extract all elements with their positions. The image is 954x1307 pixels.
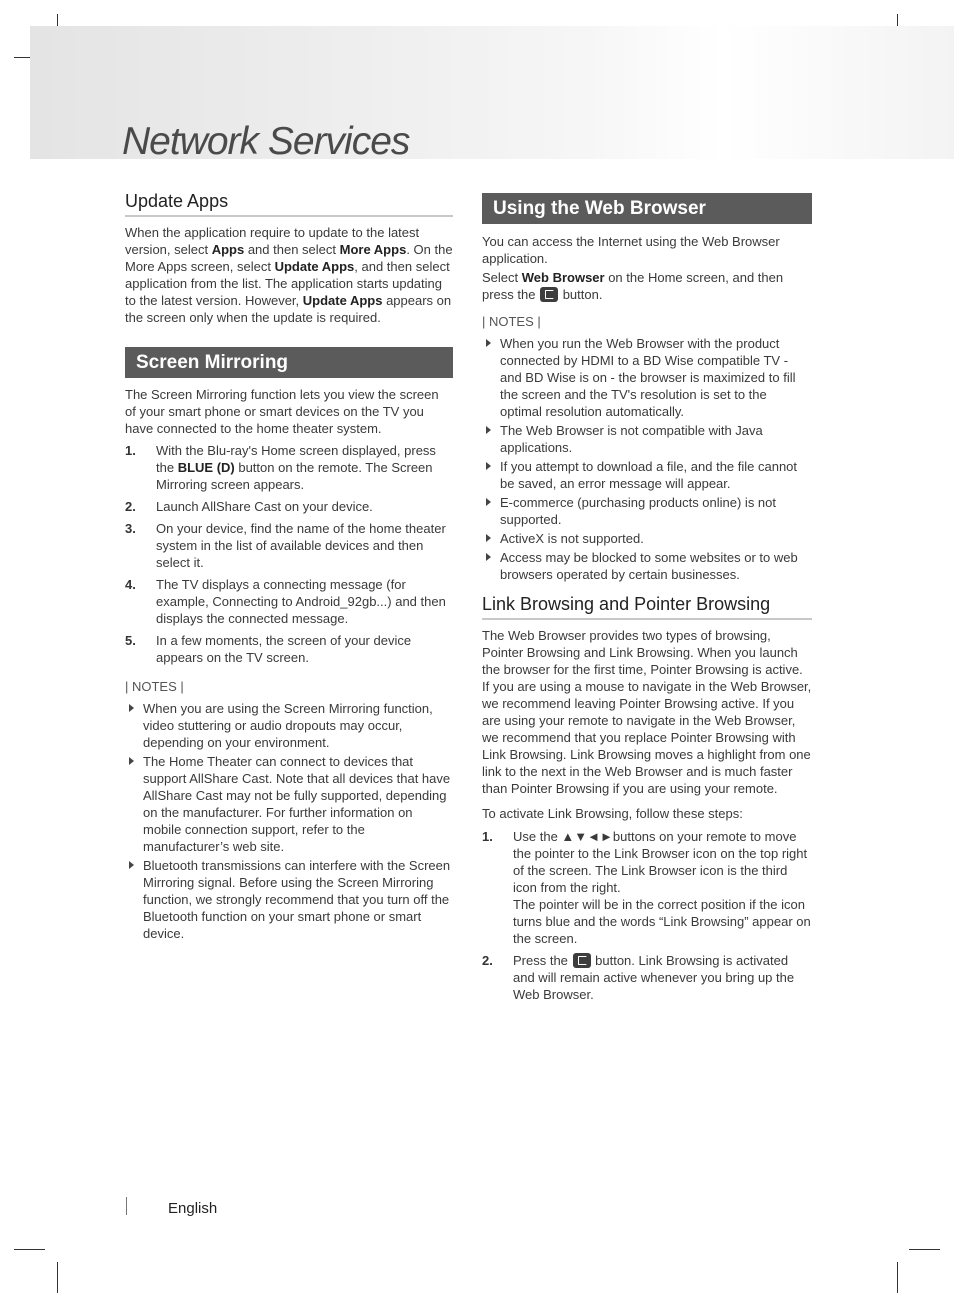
note-item xyxy=(125,753,453,855)
note-item xyxy=(482,494,812,528)
bold-term: Update Apps xyxy=(274,259,355,274)
bullet-triangle-icon xyxy=(129,757,134,765)
text-run: button. xyxy=(559,287,603,302)
text-run: Launch AllShare Cast on your device. xyxy=(156,499,373,514)
bullet-triangle-icon xyxy=(486,498,491,506)
bullet-triangle-icon xyxy=(129,861,134,869)
step-item xyxy=(125,442,453,493)
bullet-triangle-icon xyxy=(486,553,491,561)
text-run: When the application require to update to the latest version, select xyxy=(125,225,420,257)
step-item xyxy=(125,576,453,627)
bold-term: Web Browser xyxy=(521,270,605,285)
crop-mark xyxy=(14,1249,45,1250)
right-column xyxy=(482,193,812,1008)
screen-mirroring-notes xyxy=(125,700,453,942)
footer-divider xyxy=(126,1197,127,1215)
note-item xyxy=(482,335,812,420)
link-browsing-steps xyxy=(482,828,812,1003)
note-item xyxy=(482,422,812,456)
step-item xyxy=(482,952,812,1003)
text-run: , and then select application from the list. The application starts updating to the latest version. However, xyxy=(125,259,450,308)
left-column xyxy=(125,190,453,944)
step-number: 5. xyxy=(125,633,136,648)
crop-mark xyxy=(897,1262,898,1293)
note-text: ActiveX is not supported. xyxy=(500,531,644,546)
crop-mark xyxy=(909,1249,940,1250)
footer-language: English xyxy=(168,1200,218,1217)
bold-term: Apps xyxy=(211,242,245,257)
note-item xyxy=(482,549,812,583)
note-text: Bluetooth transmissions can interfere with the Screen Mirroring signal. Before using the Screen Mirroring function, we strongly recommend that you turn off the Bluetooth function on your smart phone or smart device. xyxy=(143,858,451,941)
web-browser-intro: You can access the Internet using the Web Browser application. xyxy=(482,234,780,266)
step-number: 2. xyxy=(125,499,136,514)
enter-icon xyxy=(540,287,558,302)
note-text: When you run the Web Browser with the product connected by HDMI to a BD Wise compatible TV - and BD Wise is on - the browser is maximized to fill the screen and the TV's resolution is set to the optimal resolution automatically. xyxy=(500,336,796,419)
text-run: Use the ▲▼◄►buttons on your remote to move the pointer to the Link Browser icon on the top right of the screen. The Link Browser icon is the third icon from the right. xyxy=(513,829,808,895)
text-run: On your device, find the name of the home theater system in the list of available devices and then select it. xyxy=(156,521,446,570)
note-text: The Home Theater can connect to devices that support AllShare Cast. Note that all devices that have AllShare Cast may not be fully supported, depending on the manufacturer. For further information on mobile connection support, refer to the manufacturer’s web site. xyxy=(143,754,451,854)
note-text: E-commerce (purchasing products online) is not supported. xyxy=(500,495,777,527)
screen-mirroring-heading: Screen Mirroring xyxy=(125,347,453,378)
note-text: If you attempt to download a file, and the file cannot be saved, an error message will appear. xyxy=(500,459,798,491)
text-run: Press the xyxy=(513,953,572,968)
link-browsing-heading: Link Browsing and Pointer Browsing xyxy=(482,593,812,620)
text-run: In a few moments, the screen of your device appears on the TV screen. xyxy=(156,633,412,665)
note-item xyxy=(125,857,453,942)
text-run: on the Home screen, and then press the xyxy=(482,270,784,302)
text-run: The TV displays a connecting message (for example, Connecting to Android_92gb...) and then displays the connected message. xyxy=(156,577,446,626)
text-run: . On the More Apps screen, select xyxy=(125,242,453,274)
text-run: and then select xyxy=(244,242,340,257)
step-number: 1. xyxy=(125,443,136,458)
text-run: With the Blu-ray's Home screen displayed, press the xyxy=(156,443,436,475)
step-item xyxy=(125,498,453,515)
text-run: appears on the screen only when the update is required. xyxy=(125,293,452,325)
note-item xyxy=(482,530,812,547)
bullet-triangle-icon xyxy=(129,704,134,712)
crop-mark xyxy=(57,1262,58,1293)
step-number: 4. xyxy=(125,577,136,592)
step-item xyxy=(125,520,453,571)
link-browsing-activate: To activate Link Browsing, follow these steps: xyxy=(482,806,743,821)
note-text: Access may be blocked to some websites or to web browsers operated by certain businesses. xyxy=(500,550,798,582)
notes-label: | NOTES | xyxy=(482,314,541,329)
enter-icon xyxy=(573,953,591,968)
note-item xyxy=(125,700,453,751)
screen-mirroring-steps xyxy=(125,442,453,666)
bullet-triangle-icon xyxy=(486,462,491,470)
text-run: button. Link Browsing is activated and will remain active whenever you bring up the Web Browser. xyxy=(513,953,795,1002)
step-item xyxy=(125,632,453,666)
web-browser-heading: Using the Web Browser xyxy=(482,193,812,224)
bold-term: BLUE (D) xyxy=(177,460,235,475)
bold-term: More Apps xyxy=(339,242,407,257)
note-text: The Web Browser is not compatible with Java applications. xyxy=(500,423,763,455)
bullet-triangle-icon xyxy=(486,339,491,347)
notes-label: | NOTES | xyxy=(125,679,184,694)
step-number: 3. xyxy=(125,521,136,536)
text-run: The pointer will be in the correct position if the icon turns blue and the words “Link Browsing” appear on the screen. xyxy=(513,897,811,946)
text-run: button on the remote. The Screen Mirroring screen appears. xyxy=(156,460,433,492)
link-browsing-body: The Web Browser provides two types of browsing, Pointer Browsing and Link Browsing. When you launch the browser for the first time, Pointer Browsing is active. If you are using a mouse to navigate in the Web Browser, we recommend leaving Pointer Browsing active. If you are using your remote to navigate in the Web Browser, we recommend that you replace Pointer Browsing with Link Browsing. Link Browsing moves a highlight from one link to the next in the Web Browser and is much faster than Pointer Browsing if you are using your remote. xyxy=(482,628,812,796)
step-item xyxy=(482,828,812,947)
note-item xyxy=(482,458,812,492)
update-apps-heading: Update Apps xyxy=(125,190,453,217)
step-number: 2. xyxy=(482,953,493,968)
update-apps-body xyxy=(125,224,453,326)
page-title: Network Services xyxy=(122,120,410,163)
text-run: Select xyxy=(482,270,522,285)
bullet-triangle-icon xyxy=(486,534,491,542)
screen-mirroring-intro: The Screen Mirroring function lets you view the screen of your smart phone or smart devices on the TV you have connected to the home theater system. xyxy=(125,387,439,436)
note-text: When you are using the Screen Mirroring function, video stuttering or audio dropouts may occur, depending on your environment. xyxy=(143,701,433,750)
bullet-triangle-icon xyxy=(486,426,491,434)
web-browser-select xyxy=(482,269,812,303)
web-browser-notes xyxy=(482,335,812,583)
step-number: 1. xyxy=(482,829,493,844)
bold-term: Update Apps xyxy=(302,293,383,308)
